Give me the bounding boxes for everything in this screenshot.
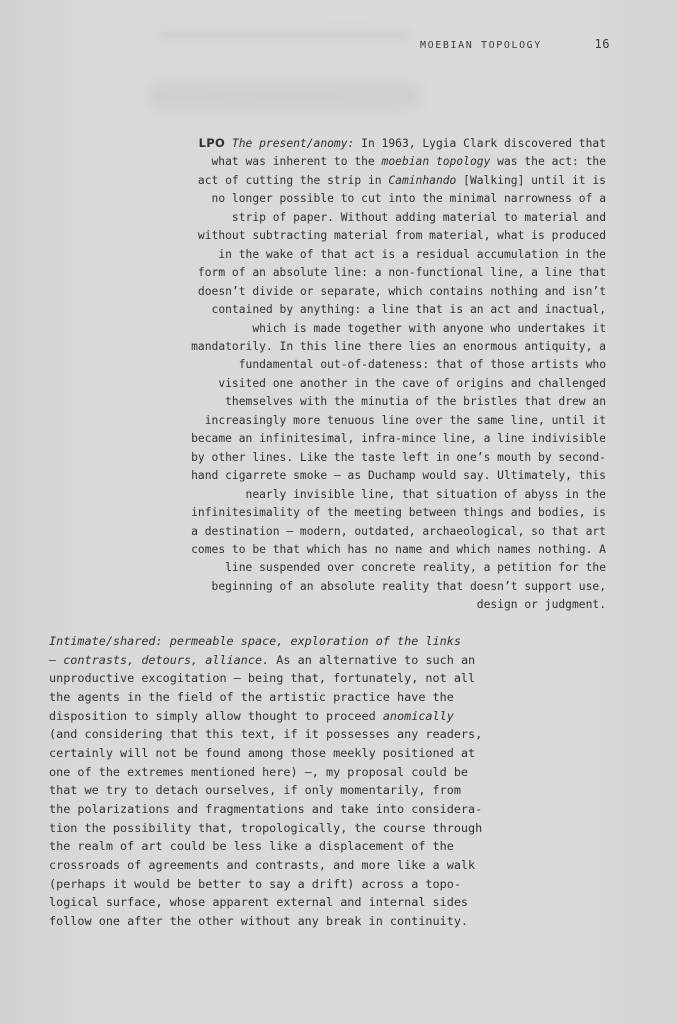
text-line: Intimate/shared: permeable space, exploration of the links bbox=[49, 634, 461, 648]
text-run: [Walking] until it is bbox=[456, 173, 606, 187]
text-line: hand cigarrete smoke – as Duchamp would say. Ultimately, this bbox=[191, 469, 606, 483]
text-run: The present/anomy: bbox=[231, 137, 355, 150]
text-line: without subtracting material from material, what is produced bbox=[197, 229, 606, 243]
text-line: the polarizations and fragmentations and take into considera- bbox=[49, 801, 483, 816]
text-line: nearly invisible line, that situation of abyss in the bbox=[245, 487, 606, 501]
text-line: logical surface, whose apparent external and internal sides bbox=[49, 895, 469, 910]
text-run: – contrasts, detours, alliance. bbox=[49, 652, 270, 667]
text-line: no longer possible to cut into the minimal narrowness of a bbox=[211, 192, 606, 206]
text-line: contained by anything: a line that is an act and inactual, bbox=[211, 303, 606, 317]
text-line: one of the extremes mentioned here) –, my proposal could be bbox=[49, 764, 469, 779]
text-line: design or judgment. bbox=[476, 598, 606, 612]
text-line: doesn’t divide or separate, which contains nothing and isn’t bbox=[197, 284, 606, 298]
text-run: In 1963, Lygia Clark discovered that bbox=[354, 137, 606, 150]
show-through-text bbox=[150, 84, 420, 108]
text-line: (perhaps it would be better to say a drift) across a topo- bbox=[49, 876, 461, 891]
text-line: unproductive excogitation – being that, fortunately, not all bbox=[49, 671, 476, 686]
text-line: became an infinitesimal, infra-mince line, a line indivisible bbox=[191, 432, 606, 446]
text-line: certainly will not be found among those meekly positioned at bbox=[49, 745, 476, 760]
text-line: which is made together with anyone who undertakes it bbox=[252, 321, 606, 335]
running-header bbox=[420, 37, 610, 51]
page-number: 16 bbox=[594, 37, 610, 51]
text-line: the agents in the field of the artistic practice have the bbox=[49, 689, 454, 704]
text-run: was the act: the bbox=[490, 155, 606, 169]
running-title: MOEBIAN TOPOLOGY bbox=[420, 40, 542, 51]
text-line: tion the possibility that, tropologically, the course through bbox=[49, 820, 483, 835]
text-line: a destination – modern, outdated, archaeological, so that art bbox=[191, 524, 606, 538]
text-line: beginning of an absolute reality that doesn’t support use, bbox=[211, 579, 606, 593]
text-run: moebian topology bbox=[381, 155, 491, 169]
text-line: strip of paper. Without adding material to material and bbox=[231, 210, 606, 224]
text-run: Caminhando bbox=[388, 173, 457, 187]
text-line: visited one another in the cave of origins and challenged bbox=[218, 376, 606, 390]
speaker-tag: LPO bbox=[198, 136, 226, 150]
text-line bbox=[49, 707, 529, 726]
text-line: by other lines. Like the taste left in one’s mouth by second- bbox=[191, 450, 606, 464]
text-line: that we try to detach ourselves, if only momentarily, from bbox=[49, 783, 461, 798]
text-run: what was inherent to the bbox=[211, 155, 382, 169]
text-run: As an alternative to such an bbox=[269, 652, 476, 667]
text-line bbox=[49, 651, 529, 670]
text-line: fundamental out-of-dateness: that of those artists who bbox=[238, 358, 606, 372]
text-line: (and considering that this text, if it possesses any readers, bbox=[49, 727, 483, 742]
text-line: form of an absolute line: a non-functional line, a line that bbox=[197, 266, 606, 280]
text-line: follow one after the other without any break in continuity. bbox=[49, 913, 469, 928]
body-paragraph bbox=[49, 632, 529, 931]
show-through-text bbox=[160, 30, 410, 40]
text-run: act of cutting the strip in bbox=[197, 173, 389, 187]
text-line: line suspended over concrete reality, a petition for the bbox=[225, 561, 606, 575]
text-run: disposition to simply allow thought to proceed bbox=[49, 708, 383, 723]
text-line: in the wake of that act is a residual accumulation in the bbox=[218, 247, 606, 261]
text-line: crossroads of agreements and contrasts, and more like a walk bbox=[49, 857, 476, 872]
text-line bbox=[132, 134, 606, 153]
text-line bbox=[132, 172, 606, 190]
text-line: increasingly more tenuous line over the same line, until it bbox=[204, 413, 606, 427]
text-line: mandatorily. In this line there lies an enormous antiquity, a bbox=[191, 339, 606, 353]
text-line: themselves with the minutia of the bristles that drew an bbox=[225, 395, 606, 409]
text-line: comes to be that which has no name and which names nothing. A bbox=[191, 542, 606, 556]
text-line: the realm of art could be less like a displacement of the bbox=[49, 839, 454, 854]
text-run: anomically bbox=[382, 708, 454, 723]
text-line bbox=[132, 153, 606, 171]
text-line: infinitesimality of the meeting between things and bodies, is bbox=[191, 506, 606, 520]
lpo-paragraph bbox=[132, 134, 606, 615]
